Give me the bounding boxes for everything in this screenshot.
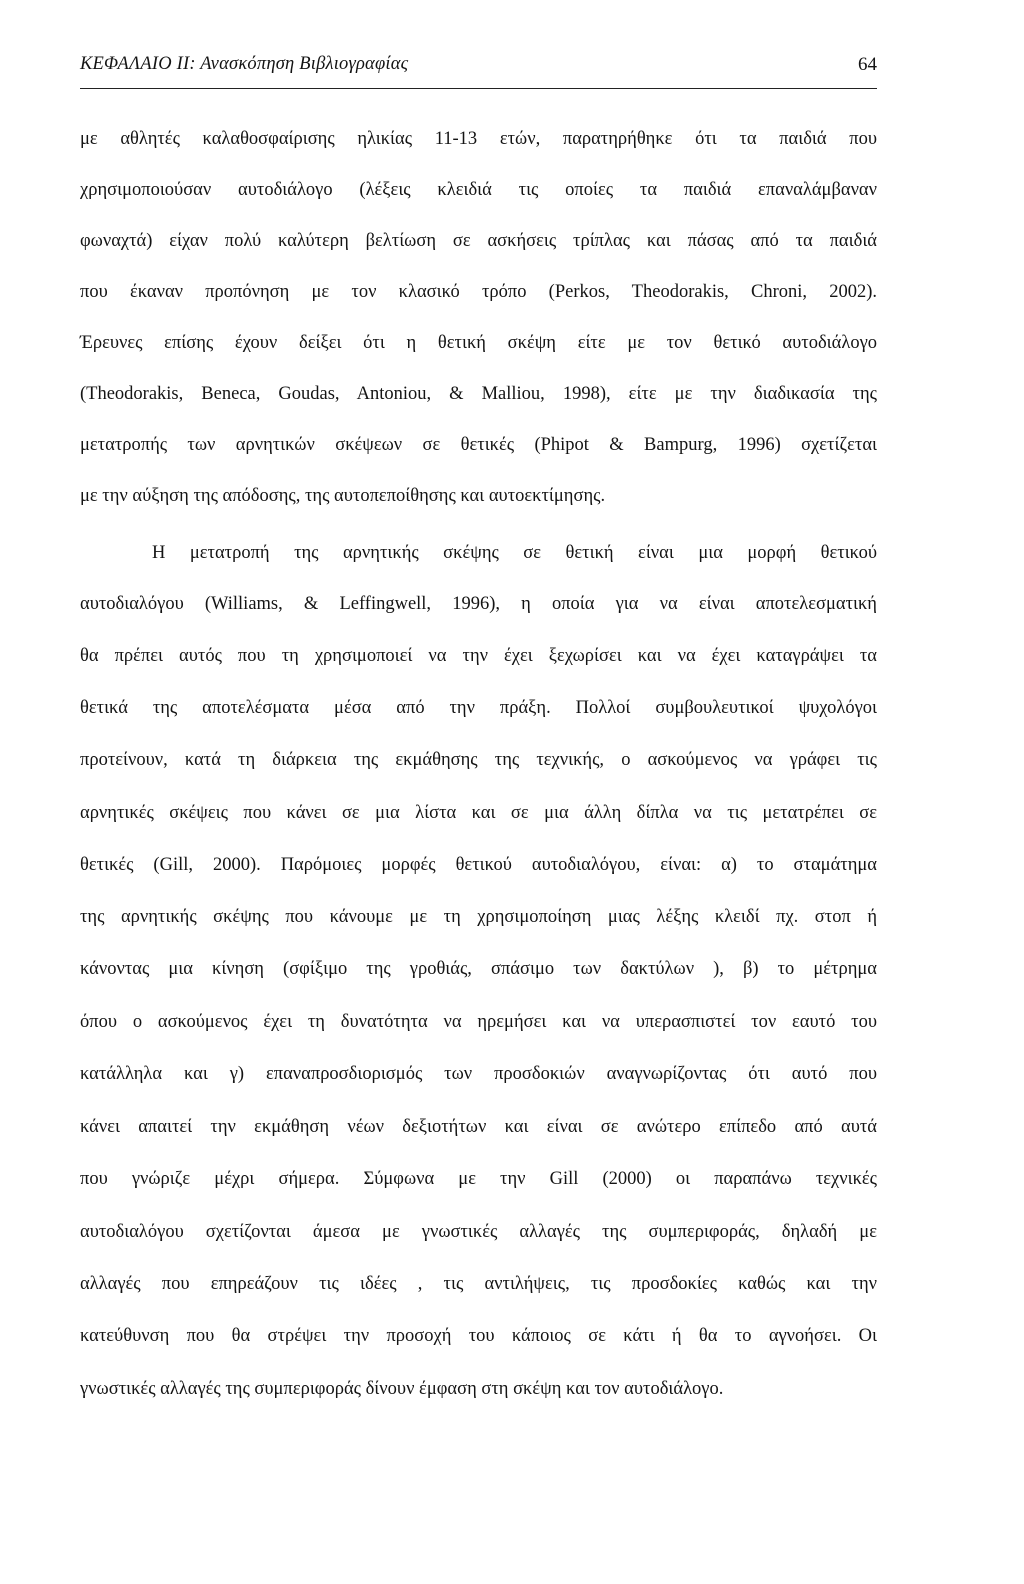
body-text	[80, 0, 877, 1584]
text-line: γνωστικές αλλαγές της συμπεριφοράς δίνουν έμφαση στη σκέψη και τον αυτοδιάλογο.	[80, 1379, 724, 1399]
text-line: κάνοντας μια κίνηση (σφίξιμο της γροθιάς, σπάσιμο των δακτύλων ), β) το μέτρημα	[80, 959, 877, 979]
text-line: αυτοδιαλόγου (Williams, & Leffingwell, 1996), η οποία για να είναι αποτελεσματική	[80, 594, 877, 614]
text-line: κατάλληλα και γ) επαναπροσδιορισμός των προσδοκιών αναγνωρίζοντας ότι αυτό που	[80, 1064, 877, 1084]
text-line: αυτοδιαλόγου σχετίζονται άμεσα με γνωστικές αλλαγές της συμπεριφοράς, δηλαδή με	[80, 1222, 877, 1242]
text-line: Η μετατροπή της αρνητικής σκέψης σε θετική είναι μια μορφή θετικού	[152, 543, 877, 563]
text-line: που γνώριζε μέχρι σήμερα. Σύμφωνα με την Gill (2000) οι παραπάνω τεχνικές	[80, 1169, 877, 1189]
text-line: θετικές (Gill, 2000). Παρόμοιες μορφές θετικού αυτοδιαλόγου, είναι: α) το σταμάτημα	[80, 855, 877, 875]
text-line: με αθλητές καλαθοσφαίρισης ηλικίας 11-13 ετών, παρατηρήθηκε ότι τα παιδιά που	[80, 129, 877, 149]
text-line: φωναχτά) είχαν πολύ καλύτερη βελτίωση σε ασκήσεις τρίπλας και πάσας από τα παιδιά	[80, 231, 877, 251]
text-line: (Theodorakis, Beneca, Goudas, Antoniou, & Malliou, 1998), είτε με την διαδικασία της	[80, 384, 877, 404]
text-line: που έκαναν προπόνηση με τον κλασικό τρόπο (Perkos, Theodorakis, Chroni, 2002).	[80, 282, 877, 302]
text-line: θετικά της αποτελέσματα μέσα από την πράξη. Πολλοί συμβουλευτικοί ψυχολόγοι	[80, 698, 877, 718]
text-line: αλλαγές που επηρεάζουν τις ιδέες , τις αντιλήψεις, τις προσδοκίες καθώς και την	[80, 1274, 877, 1294]
page-number: 64	[858, 54, 877, 75]
text-line: της αρνητικής σκέψης που κάνουμε με τη χρησιμοποίηση μιας λέξης κλειδί πχ. στοπ ή	[80, 907, 877, 927]
running-title: ΚΕΦΑΛΑΙΟ ΙΙ: Ανασκόπηση Βιβλιογραφίας	[80, 54, 409, 74]
text-line: χρησιμοποιούσαν αυτοδιάλογο (λέξεις κλειδιά τις οποίες τα παιδιά επαναλάμβαναν	[80, 180, 877, 200]
text-line: προτείνουν, κατά τη διάρκεια της εκμάθησης της τεχνικής, ο ασκούμενος να γράφει τις	[80, 750, 877, 770]
text-line: κάνει απαιτεί την εκμάθηση νέων δεξιοτήτων και είναι σε ανώτερο επίπεδο από αυτά	[80, 1117, 877, 1137]
text-line: μετατροπής των αρνητικών σκέψεων σε θετικές (Phipot & Bampurg, 1996) σχετίζεται	[80, 435, 877, 455]
text-line: όπου ο ασκούμενος έχει τη δυνατότητα να ηρεμήσει και να υπερασπιστεί τον εαυτό του	[80, 1012, 877, 1032]
text-line: με την αύξηση της απόδοσης, της αυτοπεποίθησης και αυτοεκτίμησης.	[80, 486, 606, 506]
text-line: θα πρέπει αυτός που τη χρησιμοποιεί να την έχει ξεχωρίσει και να έχει καταγράψει τα	[80, 646, 877, 666]
text-line: αρνητικές σκέψεις που κάνει σε μια λίστα και σε μια άλλη δίπλα να τις μετατρέπει σε	[80, 803, 877, 823]
text-line: Έρευνες επίσης έχουν δείξει ότι η θετική σκέψη είτε με τον θετικό αυτοδιάλογο	[80, 333, 877, 353]
text-line: κατεύθυνση που θα στρέψει την προσοχή του κάποιος σε κάτι ή θα το αγνοήσει. Οι	[80, 1326, 877, 1346]
